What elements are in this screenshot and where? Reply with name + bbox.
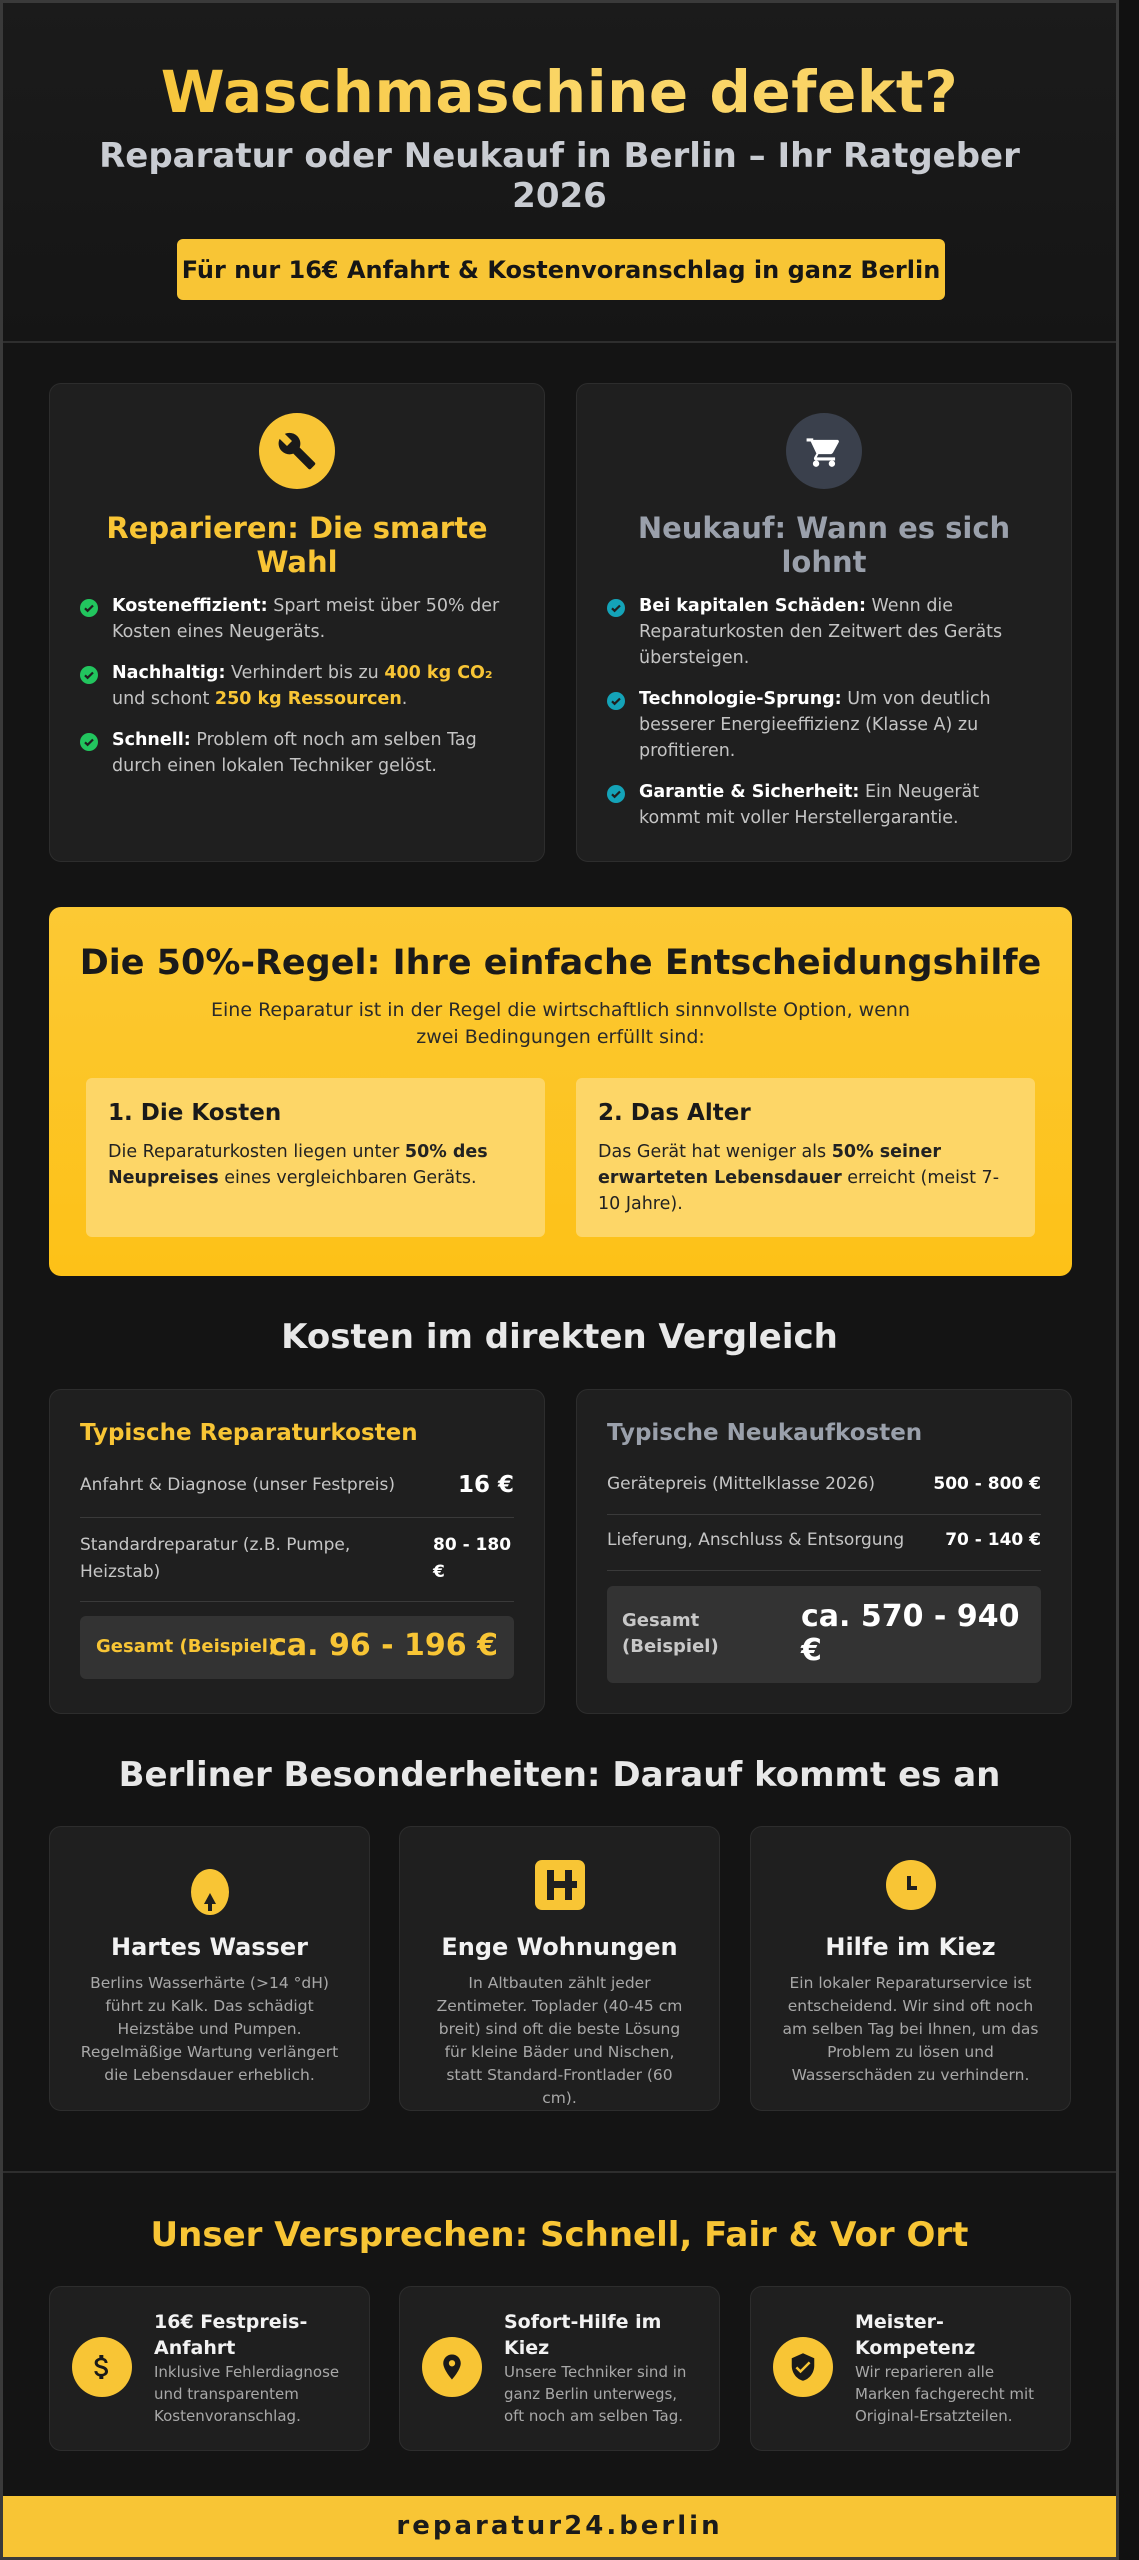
item-text: Verhindert bis zu (225, 663, 385, 683)
cost-value: 80 - 180 € (433, 1535, 512, 1582)
berlin-card-title: Hartes Wasser (110, 1933, 308, 1961)
promise-card-text: Wir reparieren alle Marken fachgerecht mit Original-Ersatzteilen. (855, 2363, 1035, 2425)
berlin-card-title: Enge Wohnungen (441, 1933, 678, 1961)
shield-check-icon (773, 2337, 833, 2397)
section-divider (3, 2171, 1116, 2173)
cost-row (607, 1527, 1041, 1554)
cost-row (80, 1532, 398, 1586)
total-value: ca. 96 - 196 € (269, 1628, 498, 1663)
resources-highlight: 250 kg Ressourcen (214, 689, 402, 709)
co2-highlight: 400 kg CO₂ (384, 663, 493, 683)
item-text: und schont (112, 689, 215, 709)
repair-costs-card (49, 1389, 545, 1714)
list-item (80, 727, 514, 779)
rule-box-costs (86, 1078, 545, 1237)
check-circle-icon (80, 733, 98, 751)
dollar-icon (72, 2337, 132, 2397)
item-label: Technologie-Sprung: (639, 689, 842, 709)
berlin-card-title: Hilfe im Kiez (825, 1933, 996, 1961)
page-title: Waschmaschine defekt? (3, 58, 1116, 126)
cost-row (607, 1471, 1041, 1498)
shopping-cart-icon (786, 413, 862, 489)
repair-total-box (80, 1616, 514, 1679)
check-circle-icon (607, 785, 625, 803)
berlin-card-text: Berlins Wasserhärte (>14 °dH) führt zu Kalk. Das schädigt Heizstäbe und Pumpen. Regelmäßige Wartung verlängert die Lebensdauer erheblich. (80, 1974, 339, 2084)
promise-card-fixed-price (49, 2286, 370, 2451)
cost-label: Anfahrt & Diagnose (unser Festpreis) (80, 1475, 396, 1495)
divider (607, 1514, 1041, 1515)
item-label: Bei kapitalen Schäden: (639, 596, 866, 616)
item-label: Nachhaltig: (112, 663, 226, 683)
promise-card-master (750, 2286, 1071, 2451)
berlin-card-text: Ein lokaler Reparaturservice ist entscheidend. Wir sind oft noch am selben Tag bei Ihnen, um das Problem zu lösen und Wasserschäden zu verhindern. (782, 1974, 1039, 2084)
check-circle-icon (80, 599, 98, 617)
repair-benefits-list (80, 593, 514, 794)
promise-card-title: 16€ Festpreis-Anfahrt (154, 2311, 308, 2359)
repair-costs-title: Typische Reparaturkosten (80, 1420, 418, 1446)
wrench-icon (259, 413, 335, 489)
item-text: Um von deutlich besserer Energieeffizienz (Klasse A) zu profitieren. (639, 689, 991, 761)
item-label: Kosteneffizient: (112, 596, 268, 616)
promise-section-title: Unser Versprechen: Schnell, Fair & Vor Ort (150, 2215, 969, 2255)
promise-card-text: Inklusive Fehlerdiagnose und transparentem Kostenvoranschlag. (154, 2363, 340, 2425)
buy-card (576, 383, 1072, 862)
berlin-card-local-help (750, 1826, 1071, 2111)
item-text: Problem oft noch am selben Tag durch einen lokalen Techniker gelöst. (112, 730, 477, 776)
rule-text: erreicht (meist 7-10 Jahre). (598, 1168, 1000, 1214)
buy-costs-card (576, 1389, 1072, 1714)
buy-total-box (607, 1586, 1041, 1683)
rule-box-text (598, 1139, 1013, 1217)
total-value: ca. 570 - 940 € (801, 1599, 1020, 1668)
item-label: Schnell: (112, 730, 191, 750)
list-item (607, 686, 1041, 764)
rule-box-text (108, 1139, 523, 1191)
hero-section (3, 3, 1116, 343)
item-text: Wenn die Reparaturkosten den Zeitwert des Geräts übersteigen. (639, 596, 1003, 668)
rule-emphasis: 50% seiner erwarteten Lebensdauer (598, 1142, 941, 1188)
promise-card-title: Meister-Kompetenz (855, 2311, 976, 2359)
list-item (80, 660, 514, 712)
rule-box-title: 2. Das Alter (598, 1100, 751, 1126)
check-circle-icon (607, 692, 625, 710)
building-icon (534, 1859, 586, 1915)
list-item (80, 593, 514, 645)
berlin-card-hard-water (49, 1826, 370, 2111)
divider (607, 1570, 1041, 1571)
buy-card-title: Neukauf: Wann es sich lohnt (637, 511, 1011, 579)
cost-value: 70 - 140 € (945, 1530, 1041, 1550)
cta-button[interactable]: Für nur 16€ Anfahrt & Kostenvoranschlag in ganz Berlin (177, 239, 945, 300)
location-pin-icon (422, 2337, 482, 2397)
rule-title: Die 50%-Regel: Ihre einfache Entscheidungshilfe (79, 943, 1042, 983)
repair-card-title: Reparieren: Die smarte Wahl (106, 511, 488, 579)
rule-text: Das Gerät hat weniger als (598, 1142, 832, 1162)
total-label: Gesamt (Beispiel) (96, 1636, 277, 1657)
costs-section-title: Kosten im direkten Vergleich (281, 1317, 838, 1357)
buy-costs-title: Typische Neukaufkosten (607, 1420, 923, 1446)
rule-box-title: 1. Die Kosten (108, 1100, 282, 1126)
clock-icon (885, 1859, 937, 1915)
promise-card-title: Sofort-Hilfe im Kiez (504, 2311, 662, 2359)
page-subtitle: Reparatur oder Neukauf in Berlin – Ihr Ratgeber 2026 (99, 136, 1020, 216)
rule-subtitle: Eine Reparatur ist in der Regel die wirtschaftlich sinnvollste Option, wenn zwei Bedingungen erfüllt sind: (211, 999, 910, 1048)
cost-row (80, 1472, 514, 1499)
check-circle-icon (80, 666, 98, 684)
cost-label: Standardreparatur (z.B. Pumpe, Heizstab) (80, 1535, 351, 1582)
footer-site-link[interactable]: reparatur24.berlin (3, 2496, 1116, 2557)
rule-emphasis: 50% des Neupreises (108, 1142, 488, 1188)
cost-label: Gerätepreis (Mittelklasse 2026) (607, 1474, 876, 1494)
item-text: Ein Neugerät kommt mit voller Herstellergarantie. (639, 782, 980, 828)
fifty-percent-rule-section (49, 907, 1072, 1276)
promise-card-quick-help (399, 2286, 720, 2451)
item-label: Garantie & Sicherheit: (639, 782, 860, 802)
water-drop-icon (187, 1859, 233, 1921)
cost-value: 500 - 800 € (933, 1474, 1041, 1494)
repair-card (49, 383, 545, 862)
divider (80, 1601, 514, 1602)
divider (80, 1517, 514, 1518)
buy-reasons-list (607, 593, 1041, 846)
rule-box-age (576, 1078, 1035, 1237)
list-item (607, 779, 1041, 831)
berlin-card-text: In Altbauten zählt jeder Zentimeter. Toplader (40-45 cm breit) sind oft die beste Lösung für kleine Bäder und Nischen, statt Standard-Frontlader (60 cm). (436, 1974, 683, 2107)
check-circle-icon (607, 599, 625, 617)
rule-text: Die Reparaturkosten liegen unter (108, 1142, 405, 1162)
total-label: Gesamt (Beispiel) (622, 1610, 719, 1657)
item-text: Spart meist über 50% der Kosten eines Neugeräts. (112, 596, 500, 642)
promise-card-text: Unsere Techniker sind in ganz Berlin unterwegs, oft noch am selben Tag. (504, 2363, 687, 2425)
berlin-section-title: Berliner Besonderheiten: Darauf kommt es an (118, 1755, 1001, 1795)
rule-text: eines vergleichbaren Geräts. (218, 1168, 477, 1188)
berlin-card-small-apartments (399, 1826, 720, 2111)
list-item (607, 593, 1041, 671)
cost-value: 16 € (457, 1472, 514, 1498)
item-text: . (401, 689, 408, 709)
cost-label: Lieferung, Anschluss & Entsorgung (607, 1530, 905, 1550)
